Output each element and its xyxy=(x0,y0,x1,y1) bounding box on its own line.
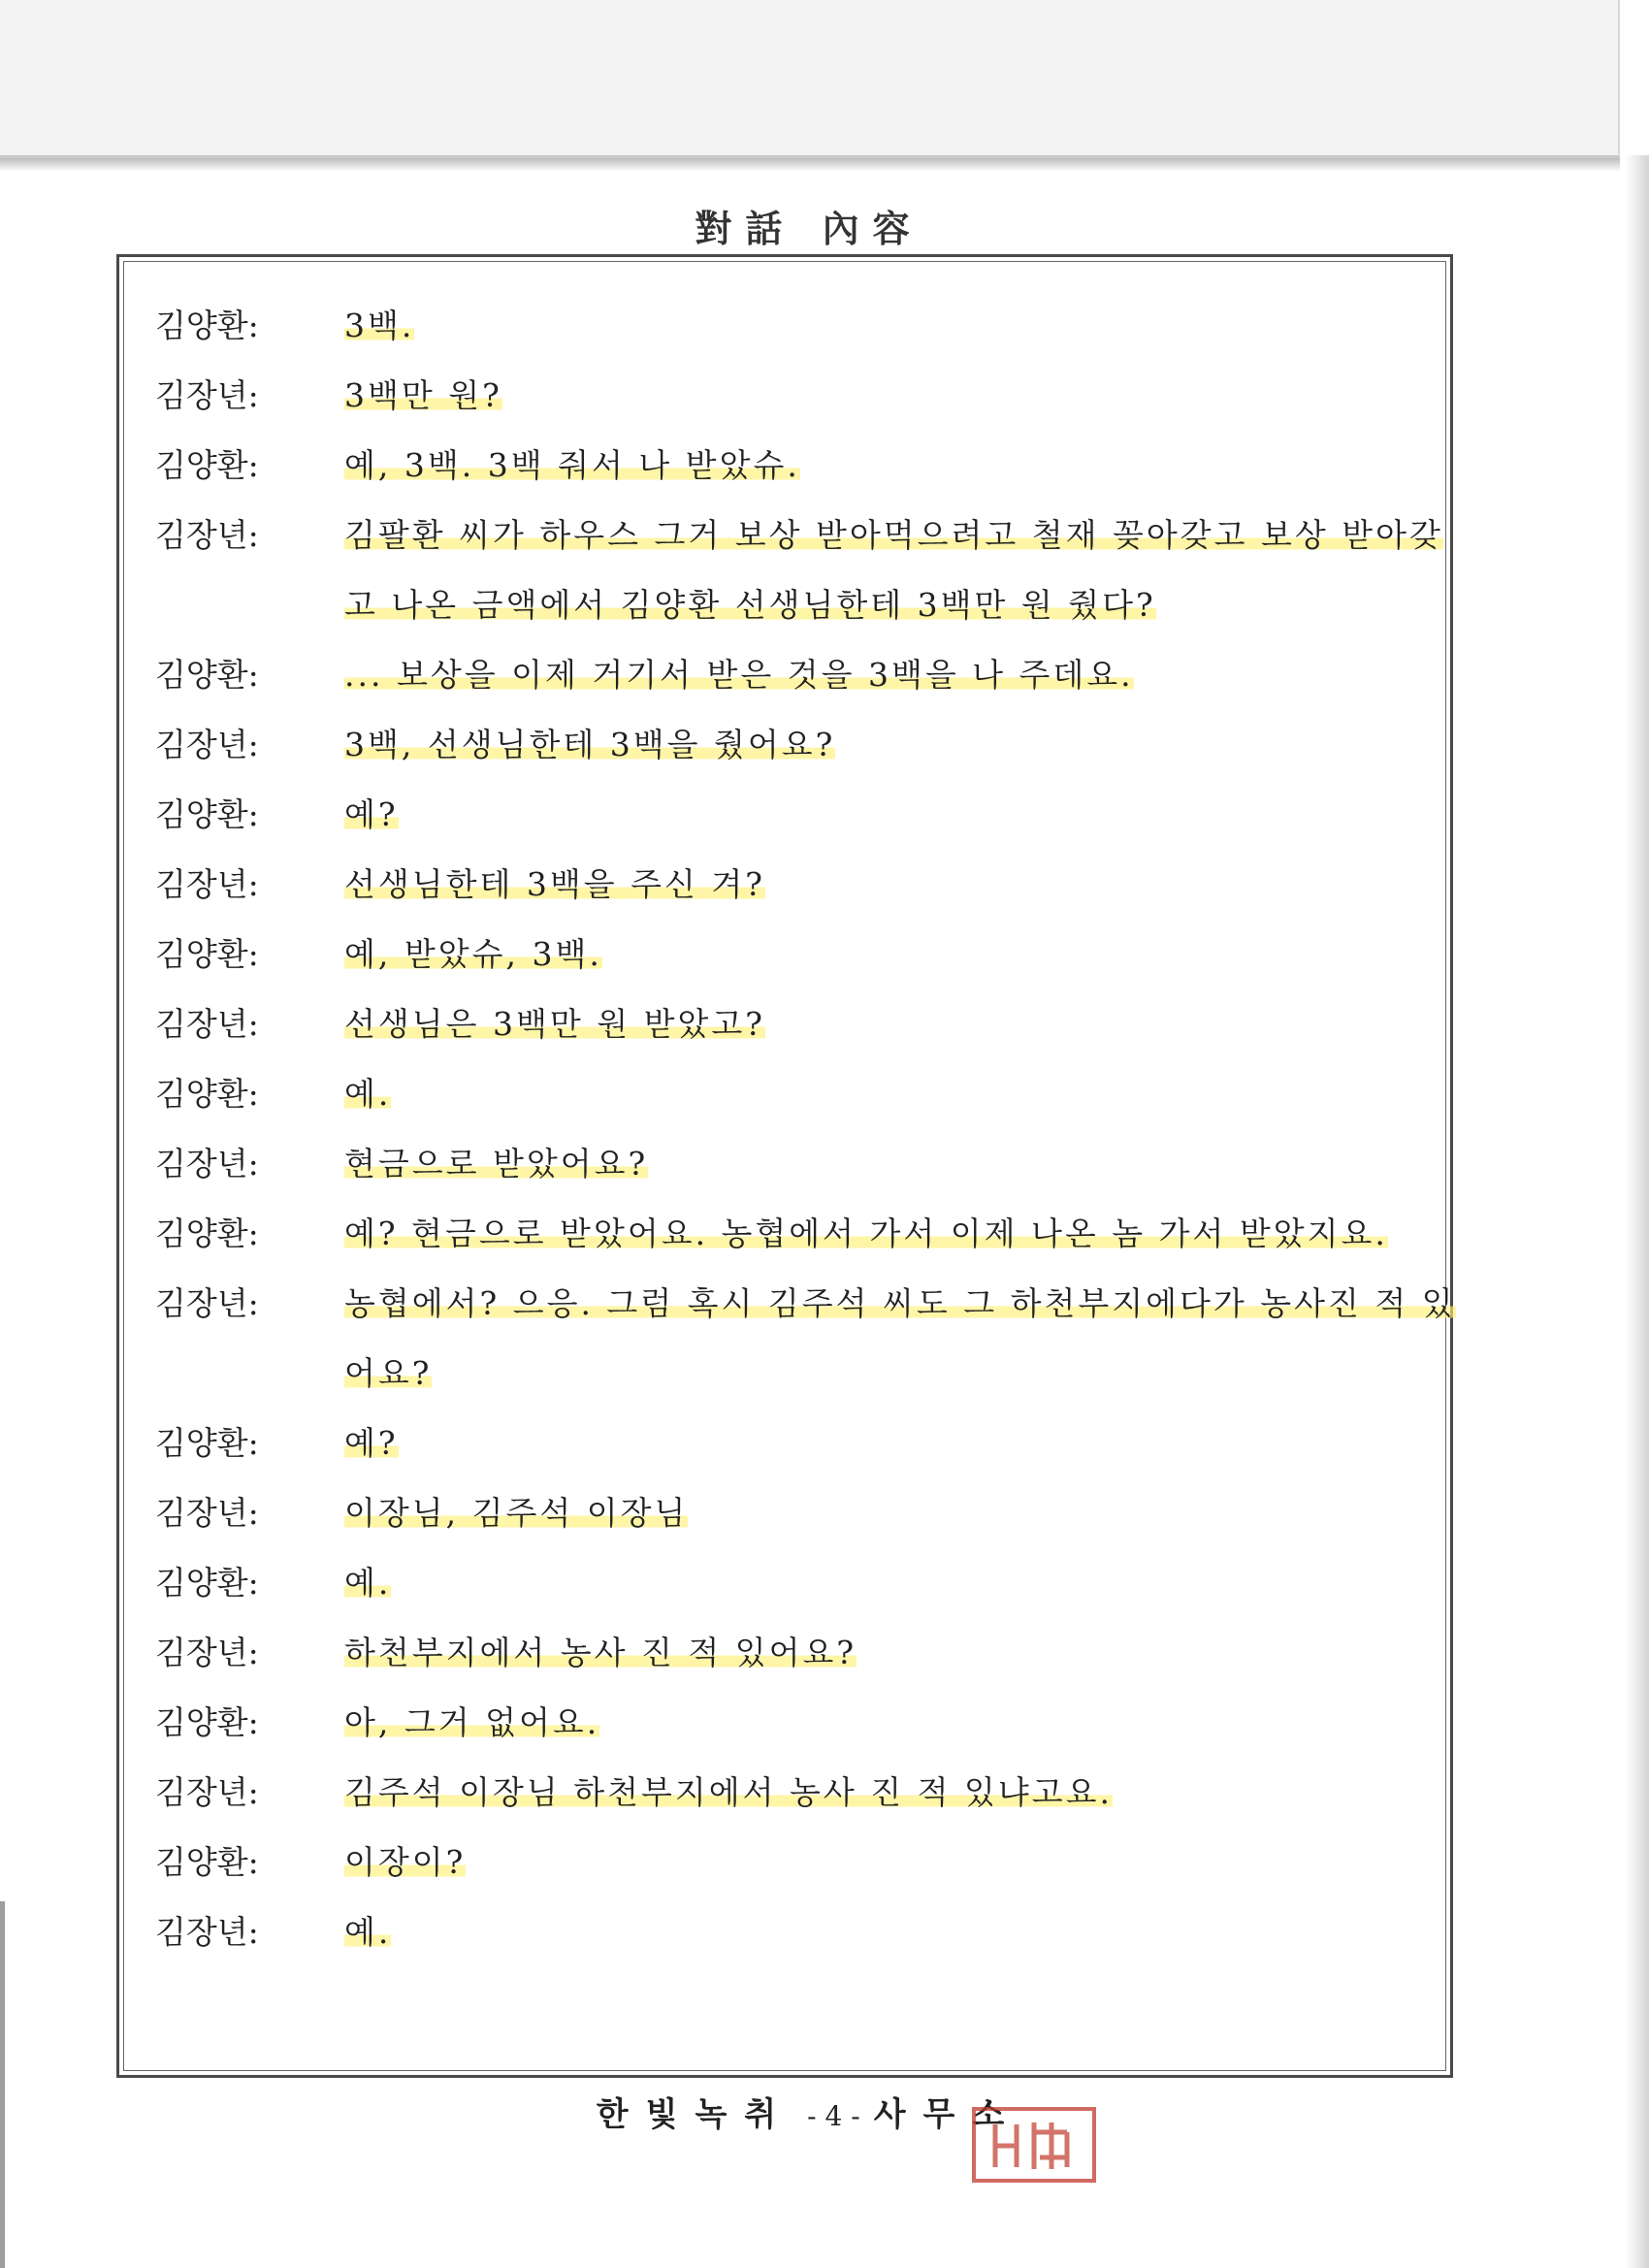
speaker-name: 김양환: xyxy=(155,1564,259,1602)
dialogue-row xyxy=(155,1199,1474,1269)
utterance-text xyxy=(344,1409,1465,1478)
utterance-text xyxy=(344,989,1465,1059)
utterance-text xyxy=(344,1199,1465,1269)
speaker-name: 김장년: xyxy=(155,516,259,554)
utterance-text xyxy=(344,710,1465,780)
utterance-text xyxy=(344,920,1465,989)
highlighted-utterance: 예, 3백. 3백 줘서 나 받았슈. xyxy=(344,446,800,484)
dialogue-row xyxy=(155,431,1474,501)
dialogue-row xyxy=(155,989,1474,1059)
speaker-name: 김장년: xyxy=(155,865,259,903)
utterance-text xyxy=(344,850,1465,920)
scan-left-edge xyxy=(0,1901,5,2268)
utterance-text xyxy=(344,640,1465,710)
highlighted-utterance: 선생님한테 3백을 주신 겨? xyxy=(344,865,765,903)
highlighted-utterance: 예, 받았슈, 3백. xyxy=(344,935,602,973)
speaker-name: 김장년: xyxy=(155,1913,259,1951)
document-heading: 對話 內容 xyxy=(695,207,923,250)
dialogue-row xyxy=(155,1618,1474,1688)
highlighted-utterance: 아, 그거 없어요. xyxy=(344,1703,600,1741)
highlighted-utterance: 김주석 이장님 하천부지에서 농사 진 적 있냐고요. xyxy=(344,1773,1113,1811)
speaker-name: 김장년: xyxy=(155,1005,259,1043)
speaker-name: 김장년: xyxy=(155,1773,259,1811)
utterance-text xyxy=(344,1059,1465,1129)
dialogue-row xyxy=(155,1897,1474,1967)
utterance-text xyxy=(344,1618,1465,1688)
dialogue-row xyxy=(155,850,1474,920)
dialogue-row xyxy=(155,1409,1474,1478)
highlighted-utterance: 예? 현금으로 받았어요. 농협에서 가서 이제 나온 놈 가서 받았지요. xyxy=(344,1215,1388,1252)
highlighted-utterance: 농협에서? 으응. 그럼 혹시 김주석 씨도 그 하천부지에다가 농사진 적 있어요? xyxy=(344,1284,1456,1392)
highlighted-utterance: 예. xyxy=(344,1075,392,1113)
dialogue-row xyxy=(155,361,1474,431)
underlying-page-edge xyxy=(0,0,1620,158)
highlighted-utterance: ... 보상을 이제 거기서 받은 것을 3백을 나 주데요. xyxy=(344,656,1134,694)
utterance-text xyxy=(344,780,1465,850)
utterance-text xyxy=(344,1897,1465,1967)
dialogue-row xyxy=(155,1828,1474,1897)
speaker-name: 김장년: xyxy=(155,726,259,763)
footer-office-name: 한빛녹취 xyxy=(596,2095,794,2134)
highlighted-utterance: 선생님은 3백만 원 받았고? xyxy=(344,1005,765,1043)
page-number: - 4 - xyxy=(807,2100,860,2132)
utterance-text xyxy=(344,1129,1465,1199)
speaker-name: 김양환: xyxy=(155,1215,259,1252)
dialogue-row xyxy=(155,1129,1474,1199)
speaker-name: 김양환: xyxy=(155,1843,259,1881)
dialogue-list xyxy=(155,291,1474,1967)
utterance-text xyxy=(344,1478,1465,1548)
highlighted-utterance: 하천부지에서 농사 진 적 있어요? xyxy=(344,1634,857,1671)
page-footer xyxy=(0,2088,1618,2135)
highlighted-utterance: 현금으로 받았어요? xyxy=(344,1145,649,1183)
highlighted-utterance: 이장이? xyxy=(344,1843,467,1881)
highlighted-utterance: 3백. xyxy=(344,307,415,344)
utterance-text xyxy=(344,291,1465,361)
speaker-name: 김양환: xyxy=(155,1424,259,1462)
dialogue-row xyxy=(155,1059,1474,1129)
highlighted-utterance: 김팔환 씨가 하우스 그거 보상 받아먹으려고 철재 꽂아갖고 보상 받아갖고 나온 금액에서 김양환 선생님한테 3백만 원 줬다? xyxy=(344,516,1443,624)
highlighted-utterance: 3백만 원? xyxy=(344,376,502,414)
page-side-shadow xyxy=(1626,155,1649,2268)
speaker-name: 김양환: xyxy=(155,656,259,694)
dialogue-row xyxy=(155,1688,1474,1758)
speaker-name: 김양환: xyxy=(155,446,259,484)
speaker-name: 김양환: xyxy=(155,1075,259,1113)
red-seal-stamp xyxy=(966,2103,1102,2187)
utterance-text xyxy=(344,1688,1465,1758)
speaker-name: 김양환: xyxy=(155,935,259,973)
highlighted-utterance: 예? xyxy=(344,1424,399,1462)
dialogue-row xyxy=(155,1478,1474,1548)
utterance-text xyxy=(344,1269,1465,1409)
speaker-name: 김장년: xyxy=(155,1494,259,1532)
dialogue-row xyxy=(155,920,1474,989)
highlighted-utterance: 예? xyxy=(344,795,399,833)
utterance-text xyxy=(344,1548,1465,1618)
utterance-text xyxy=(344,361,1465,431)
utterance-text xyxy=(344,501,1465,640)
dialogue-row xyxy=(155,710,1474,780)
speaker-name: 김장년: xyxy=(155,376,259,414)
page-fold-shadow xyxy=(0,158,1620,172)
speaker-name: 김장년: xyxy=(155,1145,259,1183)
highlighted-utterance: 예. xyxy=(344,1913,392,1951)
speaker-name: 김장년: xyxy=(155,1634,259,1671)
dialogue-row xyxy=(155,1548,1474,1618)
utterance-text xyxy=(344,1828,1465,1897)
dialogue-row xyxy=(155,501,1474,640)
footer-office-suffix: 사무소 xyxy=(873,2095,1022,2134)
speaker-name: 김양환: xyxy=(155,795,259,833)
utterance-text xyxy=(344,1758,1465,1828)
speaker-name: 김양환: xyxy=(155,1703,259,1741)
dialogue-row xyxy=(155,780,1474,850)
highlighted-utterance: 이장님, 김주석 이장님 xyxy=(344,1494,689,1532)
speaker-name: 김장년: xyxy=(155,1284,259,1322)
utterance-text xyxy=(344,431,1465,501)
dialogue-row xyxy=(155,1758,1474,1828)
dialogue-row xyxy=(155,640,1474,710)
dialogue-row xyxy=(155,291,1474,361)
highlighted-utterance: 3백, 선생님한테 3백을 줬어요? xyxy=(344,726,836,763)
speaker-name: 김양환: xyxy=(155,307,259,344)
dialogue-row xyxy=(155,1269,1474,1409)
highlighted-utterance: 예. xyxy=(344,1564,392,1602)
